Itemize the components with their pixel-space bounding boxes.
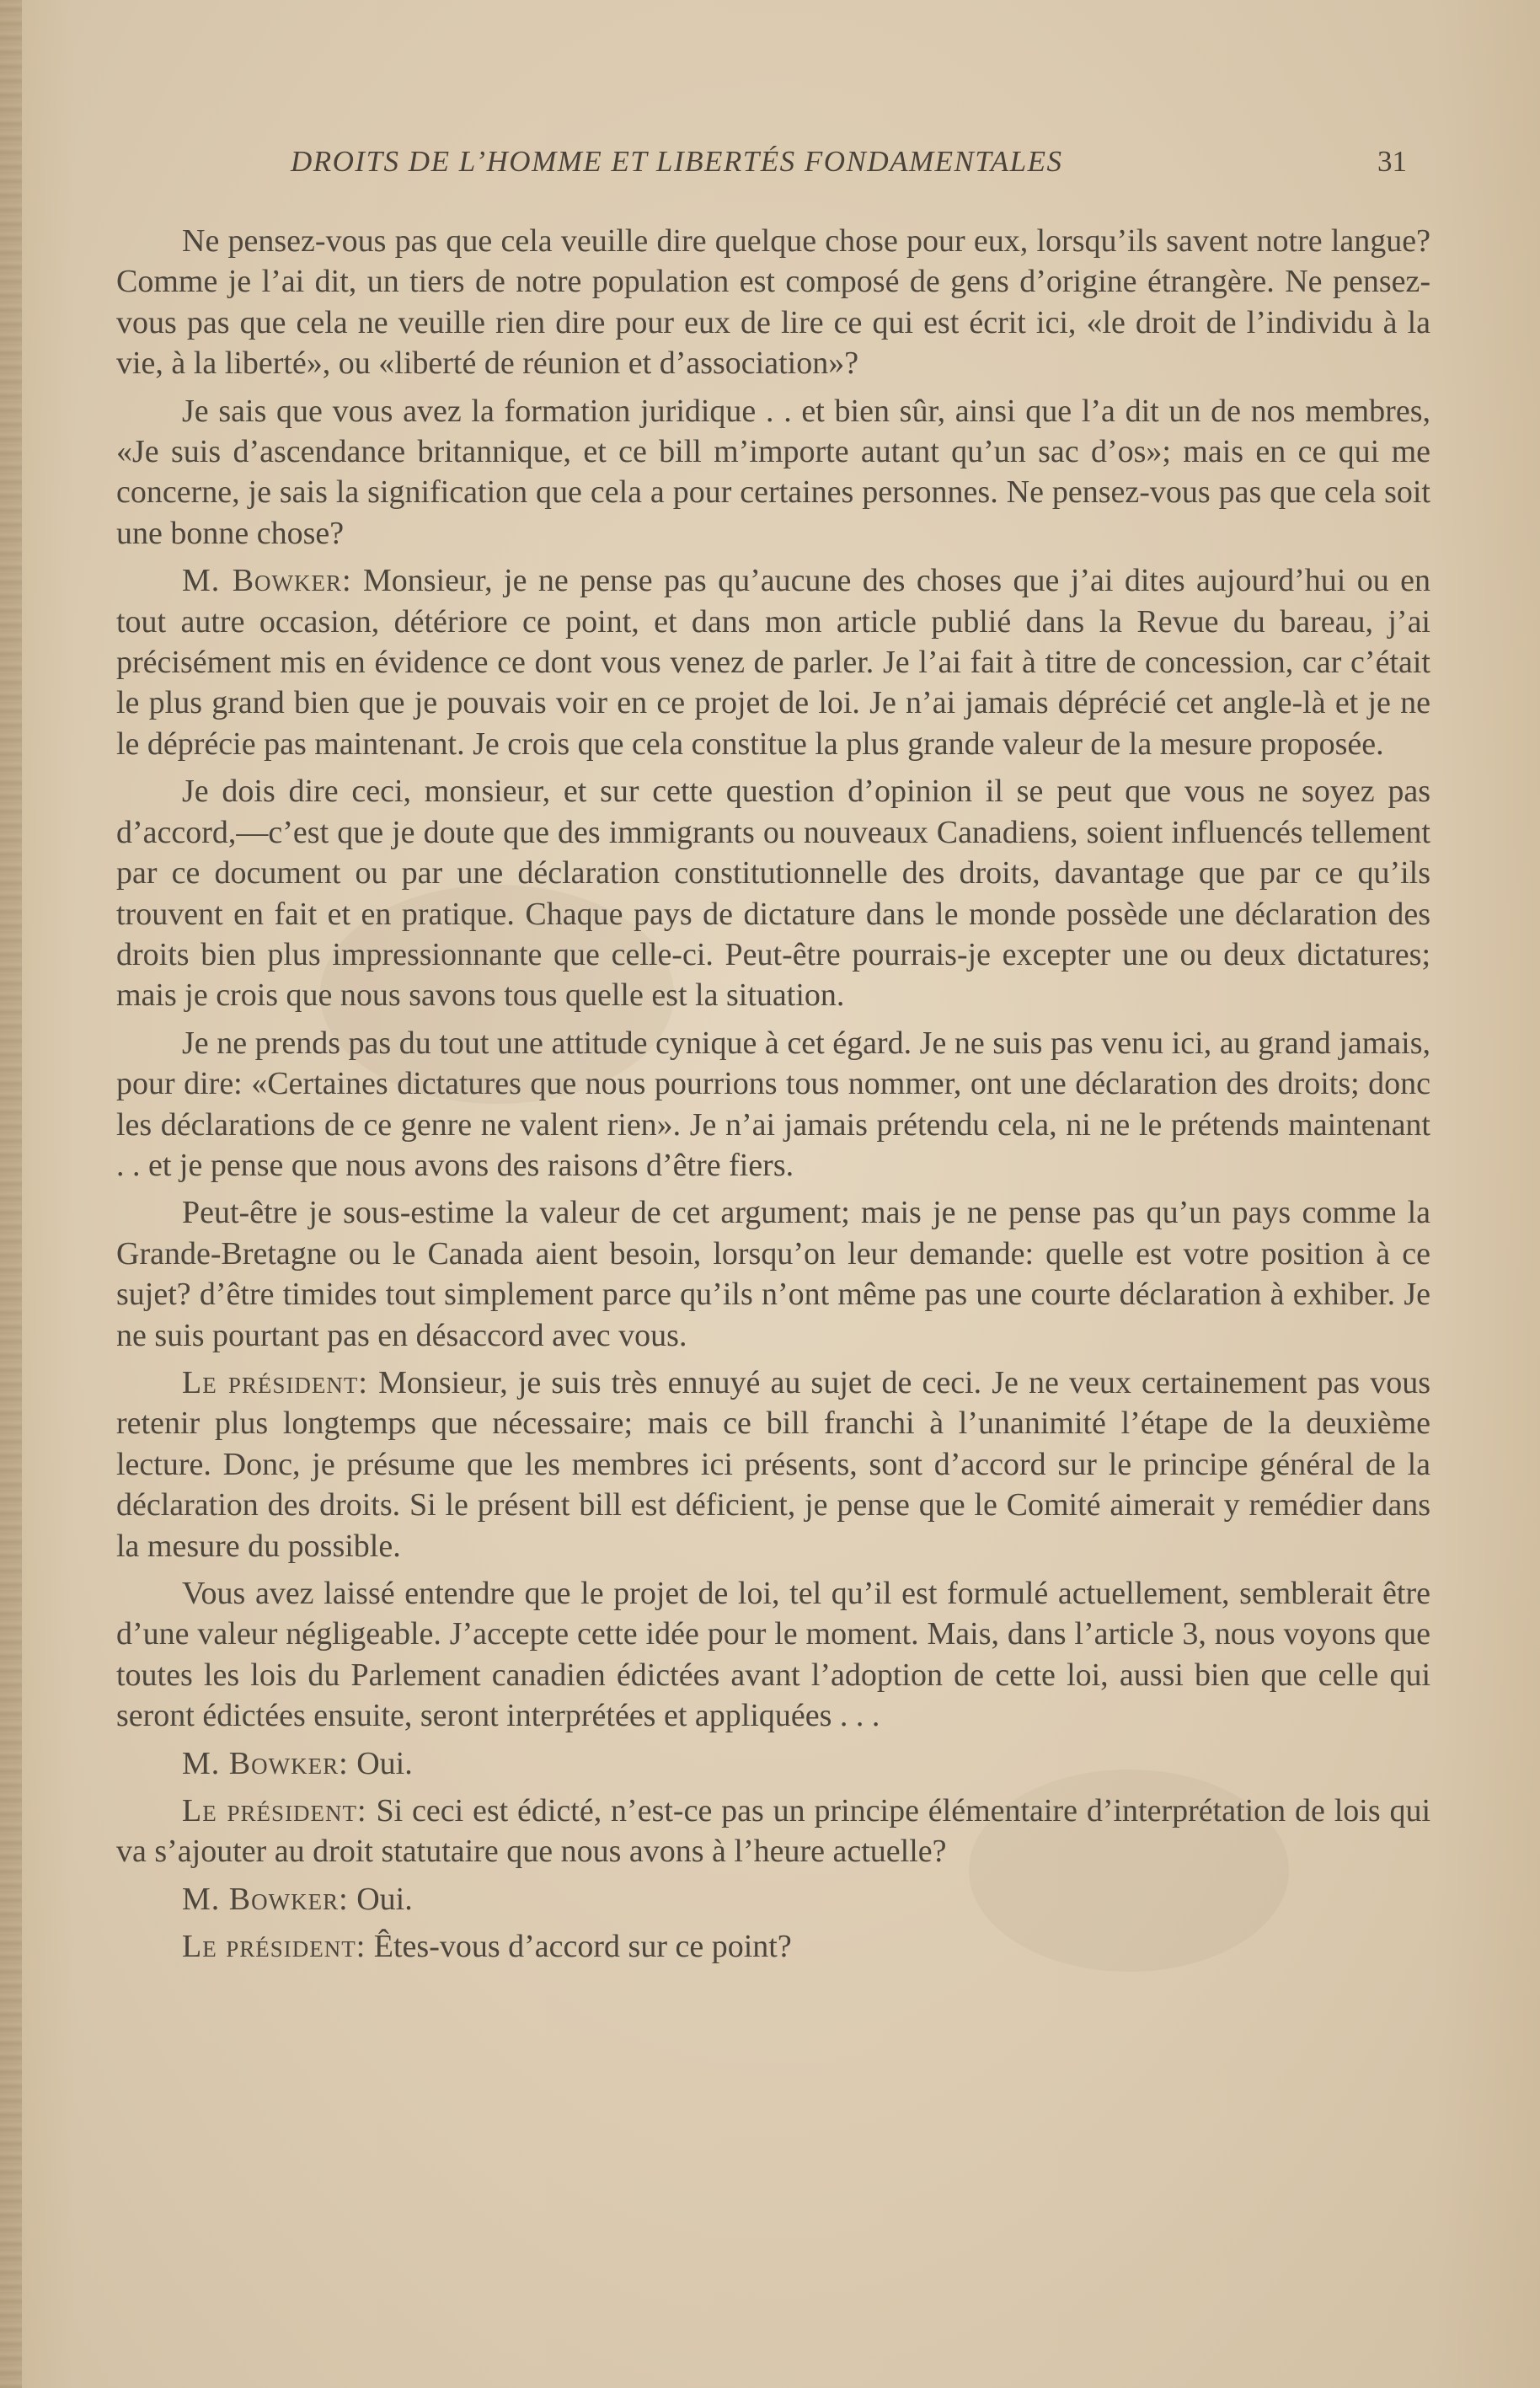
paragraph-text: Monsieur, je ne pense pas qu’aucune des choses que j’ai dites aujourd’hui ou en tout autre occasion, détériore ce point, et dans mon article publié dans la Revue du bareau, j’ai précisément mis en évidence ce dont vous venez de parler. Je l’ai fait à titre de concession, car c’était le plus grand bien que je pouvais voir en ce projet de loi. Je n’ai jamais déprécié cet angle-là et je ne le déprécie pas maintenant. Je crois que cela constitue la plus grande valeur de la mesure proposée.: [116, 563, 1430, 762]
paragraph-text: Je dois dire ceci, monsieur, et sur cette question d’opinion il se peut que vous ne soyez pas d’accord,—c’est que je doute que des immigrants ou nouveaux Canadiens, soient influencés tellement par ce document ou par une déclaration constitutionnelle des droits, davantage que par ce qu’ils trouvent en fait et en pratique. Chaque pays de dictature dans le monde possède une déclaration des droits bien plus impressionnante que celle-ci. Peut-être pourrais-je excepter une ou deux dictatures; mais je crois que nous savons tous quelle est la situation.: [116, 774, 1430, 1014]
paragraph-text: Je ne prends pas du tout une attitude cynique à cet égard. Je ne suis pas venu ici, au grand jamais, pour dire: «Certaines dictatures que nous pourrions tous nommer, ont une déclaration des droits; donc les déclarations de ce genre ne valent rien». Je n’ai jamais prétendu cela, ni ne le prétends maintenant . . et je pense que nous avons des raisons d’être fiers.: [116, 1025, 1430, 1183]
speaker-label: M. Bowker:: [182, 1745, 349, 1781]
paragraph: [116, 1363, 1430, 1566]
paragraph: [116, 1879, 1430, 1920]
speaker-label: Le président:: [182, 1793, 367, 1829]
book-spine-edge: [0, 0, 22, 2388]
running-title: DROITS DE L’HOMME ET LIBERTÉS FONDAMENTALES: [291, 145, 1063, 178]
paragraph-text: Vous avez laissé entendre que le projet de loi, tel qu’il est formulé actuellement, semblerait être d’une valeur négligeable. J’accepte cette idée pour le moment. Mais, dans l’article 3, nous voyons que toutes les lois du Parlement canadien édictées avant l’adoption de cette loi, aussi bien que celle qui seront édictées ensuite, seront interprétées et appliquées . . .: [116, 1576, 1430, 1734]
paragraph-text: Oui.: [356, 1745, 413, 1781]
paragraph: [116, 560, 1430, 764]
paragraph-text: Peut-être je sous-estime la valeur de cet argument; mais je ne pense pas qu’un pays comme la Grande-Bretagne ou le Canada aient besoin, lorsqu’on leur demande: quelle est votre position à ce sujet? d’être timides tout simplement parce qu’ils n’ont même pas une courte déclaration à exhiber. Je ne suis pourtant pas en désaccord avec vous.: [116, 1195, 1430, 1353]
paragraph-text: Je sais que vous avez la formation juridique . . et bien sûr, ainsi que l’a dit un de nos membres, «Je suis d’ascendance britannique, et ce bill m’importe autant qu’un sac d’os»; mais en ce qui me concerne, je sais la signification que cela a pour certaines personnes. Ne pensez-vous pas que cela soit une bonne chose?: [116, 393, 1430, 551]
paragraph: [116, 1926, 1430, 1967]
paragraph: [116, 391, 1430, 554]
speaker-label: Le président:: [182, 1929, 366, 1965]
paragraph-text: Êtes-vous d’accord sur ce point?: [373, 1929, 792, 1965]
paragraph: [116, 1791, 1430, 1872]
paragraph: [116, 771, 1430, 1015]
speaker-label: Le président:: [182, 1364, 368, 1400]
body-text: [116, 221, 1430, 1974]
speaker-label: M. Bowker:: [182, 1881, 349, 1917]
paragraph-text: Monsieur, je suis très ennuyé au sujet de ceci. Je ne veux certainement pas vous retenir plus longtemps que nécessaire; mais ce bill franchi à l’unanimité l’étape de la deuxième lecture. Donc, je présume que les membres ici présents, sont d’accord sur le principe général de la déclaration des droits. Si le présent bill est déficient, je pense que le Comité aimerait y remédier dans la mesure du possible.: [116, 1364, 1430, 1564]
paragraph: [116, 1573, 1430, 1737]
running-header: [118, 145, 1432, 187]
paragraph: [116, 1023, 1430, 1186]
paragraph: [116, 1192, 1430, 1356]
page-number: 31: [1377, 145, 1407, 178]
speaker-label: M. Bowker:: [182, 563, 352, 599]
paragraph-text: Ne pensez-vous pas que cela veuille dire quelque chose pour eux, lorsqu’ils savent notre langue? Comme je l’ai dit, un tiers de notre population est composé de gens d’origine étrangère. Ne pensez-vous pas que cela ne veuille rien dire pour eux de lire ce qui est écrit ici, «le droit de l’individu à la vie, à la liberté», ou «liberté de réunion et d’association»?: [116, 223, 1430, 382]
paragraph-text: Oui.: [356, 1881, 413, 1917]
paragraph: [116, 221, 1430, 384]
paragraph: [116, 1743, 1430, 1784]
paragraph-text: Si ceci est édicté, n’est-ce pas un principe élémentaire d’interprétation de lois qui va s’ajouter au droit statutaire que nous avons à l’heure actuelle?: [116, 1793, 1431, 1870]
